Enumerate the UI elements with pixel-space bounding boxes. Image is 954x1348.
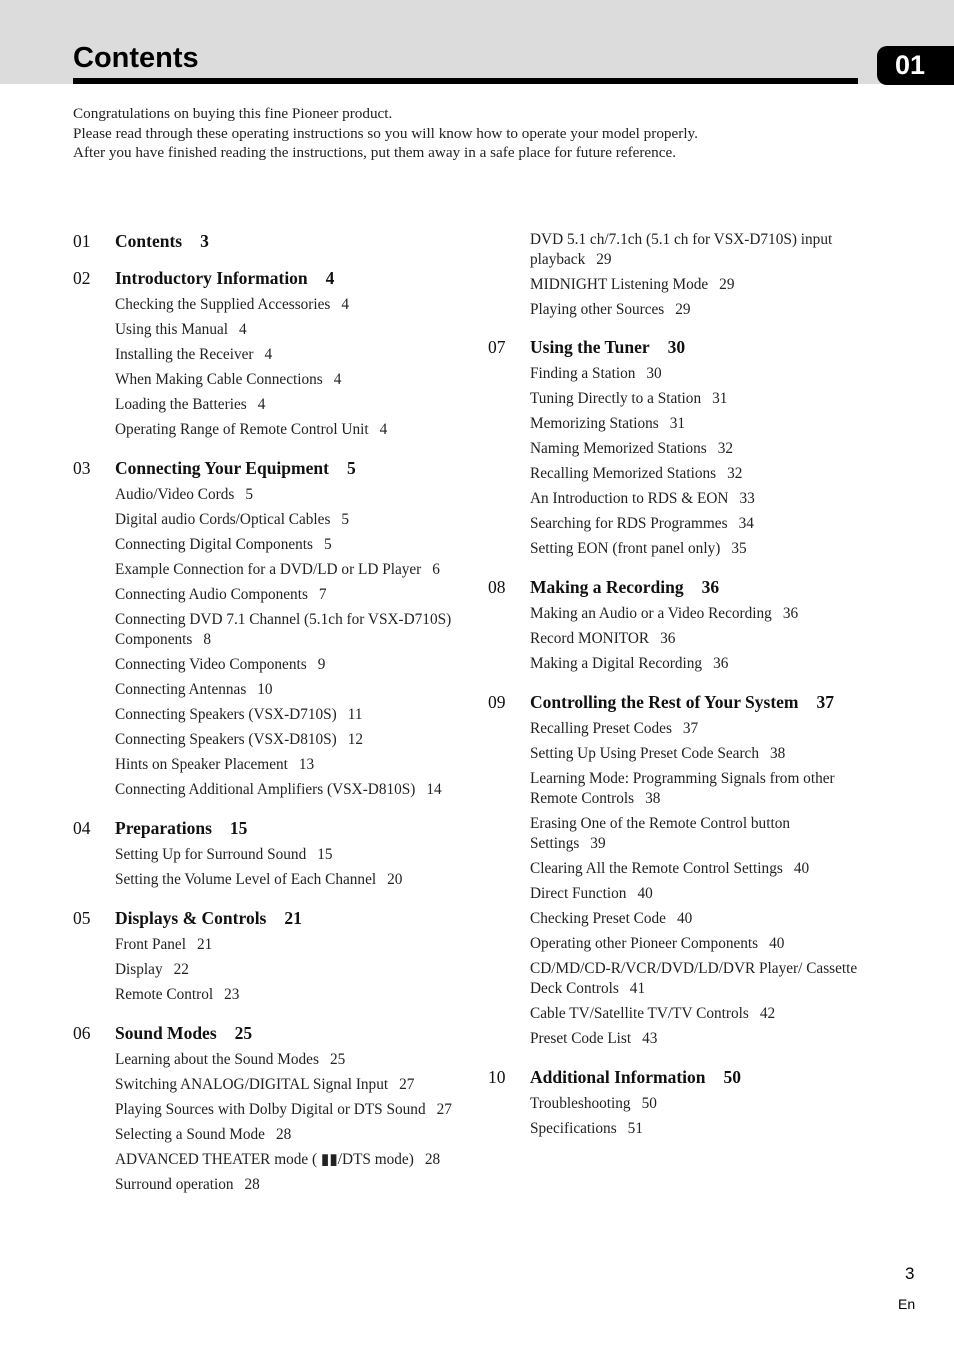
section-items [488, 716, 868, 1051]
toc-item-page: 4 [257, 395, 266, 413]
toc-item-page: 32 [727, 464, 743, 482]
toc-item-title: Naming Memorized Stations [530, 439, 707, 457]
toc-item-page: 14 [426, 780, 442, 798]
section-title: Contents [115, 231, 183, 251]
page-title: Contents [73, 42, 199, 74]
section-heading[interactable] [73, 1022, 473, 1044]
toc-item[interactable] [115, 867, 473, 892]
toc-item-page: 21 [196, 935, 213, 953]
toc-item[interactable] [530, 1116, 868, 1141]
toc-item-page: 6 [432, 560, 440, 578]
toc-item-title: Connecting Digital Components [115, 535, 313, 553]
toc-item[interactable] [115, 1172, 473, 1197]
toc-item-page: 38 [645, 789, 661, 807]
toc-item-title: Specifications [530, 1119, 617, 1137]
toc-item[interactable] [530, 436, 868, 461]
section-number: 04 [73, 818, 91, 838]
toc-item-page: 36 [713, 654, 729, 672]
toc-item[interactable] [115, 842, 473, 867]
toc-right-column [488, 230, 868, 1156]
section-page: 50 [723, 1067, 742, 1087]
toc-item[interactable] [115, 957, 473, 982]
toc-item-title: Playing other Sources [530, 300, 665, 318]
toc-item[interactable] [530, 931, 868, 956]
toc-item-title: Preset Code List [530, 1029, 632, 1047]
toc-item-page: 51 [627, 1119, 643, 1137]
toc-item-title: Connecting Audio Components [115, 585, 308, 603]
section-number: 03 [73, 458, 91, 478]
toc-item[interactable] [115, 607, 473, 652]
toc-item-title: Connecting Speakers (VSX-D710S) [115, 705, 337, 723]
toc-item[interactable] [530, 906, 868, 931]
toc-item-title: Connecting Additional Amplifiers (VSX-D810S) [115, 780, 416, 798]
toc-item[interactable] [530, 601, 868, 626]
toc-item-title: An Introduction to RDS & EON [530, 489, 729, 507]
section-heading[interactable] [488, 1066, 868, 1088]
toc-item-page: 8 [203, 630, 211, 648]
toc-item[interactable] [115, 317, 473, 342]
section-page: 25 [234, 1023, 253, 1043]
toc-item-page: 20 [387, 870, 403, 888]
toc-item-page: 12 [347, 730, 364, 748]
section-items [488, 601, 868, 676]
section-page: 21 [284, 908, 302, 928]
toc-item-page: 23 [224, 985, 240, 1003]
section-heading[interactable] [73, 457, 473, 479]
toc-item[interactable] [530, 956, 868, 1001]
toc-item-page: 29 [596, 250, 612, 268]
toc-section [488, 691, 868, 1051]
section-title-wrap [115, 457, 356, 479]
toc-item-page: 4 [264, 345, 273, 363]
toc-item[interactable] [115, 932, 473, 957]
section-items [73, 292, 473, 442]
toc-item-title: Recalling Memorized Stations [530, 464, 717, 482]
section-title: Connecting Your Equipment [115, 458, 329, 478]
toc-item-page: 28 [424, 1150, 441, 1168]
toc-item-title: Using this Manual [115, 320, 229, 338]
toc-item[interactable] [115, 727, 473, 752]
toc-item[interactable] [530, 1001, 868, 1026]
section-title: Controlling the Rest of Your System [530, 692, 799, 712]
toc-item-title: Audio/Video Cords [115, 485, 235, 503]
toc-item-page: 29 [675, 300, 691, 318]
toc-item-page: 5 [341, 510, 350, 528]
toc-item-page: 27 [436, 1100, 452, 1118]
toc-item[interactable] [530, 486, 868, 511]
toc-item-page: 40 [637, 884, 653, 902]
toc-item[interactable] [530, 227, 868, 272]
toc-item[interactable] [115, 342, 473, 367]
section-title-wrap [115, 1022, 252, 1044]
toc-item-title: Connecting Video Components [115, 655, 307, 673]
toc-item-page: 10 [257, 680, 273, 698]
toc-item[interactable] [115, 982, 473, 1007]
toc-item[interactable] [530, 741, 868, 766]
toc-item-title: Front Panel [115, 935, 186, 953]
toc-left-column [73, 230, 473, 1212]
toc-item[interactable] [115, 1047, 473, 1072]
section-items [73, 842, 473, 892]
toc-item-title: DVD 5.1 ch/7.1ch (5.1 ch for VSX-D710S) input playback [530, 230, 833, 268]
toc-item-title: Record MONITOR [530, 629, 650, 647]
toc-item-page: 29 [719, 275, 735, 293]
section-page: 3 [200, 231, 209, 251]
toc-item-page: 11 [347, 705, 363, 723]
toc-item-page: 39 [590, 834, 606, 852]
toc-item-page: 31 [669, 414, 686, 432]
toc-item-title: Setting EON (front panel only) [530, 539, 721, 557]
toc-item-title: Connecting Antennas [115, 680, 247, 698]
title-rule [73, 78, 858, 84]
toc-item-page: 38 [770, 744, 786, 762]
continued-section-items [488, 227, 868, 322]
toc-item-page: 50 [641, 1094, 657, 1112]
toc-item-page: 32 [717, 439, 734, 457]
toc-item[interactable] [115, 367, 473, 392]
toc-item-title: Erasing One of the Remote Control button Settings [530, 814, 791, 852]
toc-section [73, 1022, 473, 1197]
section-page: 5 [346, 458, 356, 478]
toc-item-title: Learning about the Sound Modes [115, 1050, 319, 1068]
toc-item[interactable] [530, 856, 868, 881]
toc-item-page: 33 [739, 489, 755, 507]
section-page: 36 [701, 577, 720, 597]
toc-item[interactable] [115, 1122, 473, 1147]
toc-item-title: When Making Cable Connections [115, 370, 323, 388]
toc-item-page: 22 [173, 960, 189, 978]
toc-item[interactable] [115, 777, 473, 802]
section-heading[interactable] [73, 230, 473, 252]
toc-item-title: Recalling Preset Codes [530, 719, 672, 737]
section-title-wrap [530, 576, 719, 598]
toc-item[interactable] [115, 677, 473, 702]
toc-item-page: 7 [318, 585, 327, 603]
section-items [73, 1047, 473, 1197]
toc-item-page: 28 [244, 1175, 260, 1193]
toc-item-title: Selecting a Sound Mode [115, 1125, 265, 1143]
toc-item[interactable] [115, 392, 473, 417]
toc-item[interactable] [115, 557, 473, 582]
toc-item[interactable] [115, 1097, 473, 1122]
toc-item-title: Switching ANALOG/DIGITAL Signal Input [115, 1075, 389, 1093]
toc-item[interactable] [530, 461, 868, 486]
toc-item-page: 36 [782, 604, 799, 622]
toc-item-page: 35 [731, 539, 747, 557]
toc-section [488, 1066, 868, 1141]
toc-item-title: Making an Audio or a Video Recording [530, 604, 772, 622]
toc-item-title: Installing the Receiver [115, 345, 254, 363]
section-title: Preparations [115, 818, 212, 838]
section-page: 37 [816, 692, 834, 712]
toc-item-page: 36 [660, 629, 676, 647]
toc-section [73, 817, 473, 892]
page-number: 3 [905, 1264, 915, 1283]
toc-item[interactable] [115, 532, 473, 557]
toc-item-title: Clearing All the Remote Control Settings [530, 859, 783, 877]
section-number: 05 [73, 908, 91, 928]
language-label: En [898, 1296, 916, 1312]
toc-item[interactable] [115, 482, 473, 507]
toc-item-page: 15 [317, 845, 333, 863]
toc-item-title: Checking Preset Code [530, 909, 666, 927]
toc-item-title: Direct Function [530, 884, 627, 902]
toc-item-title: Setting the Volume Level of Each Channel [115, 870, 377, 888]
section-number: 09 [488, 692, 506, 712]
section-heading[interactable] [73, 267, 473, 289]
toc-item[interactable] [115, 582, 473, 607]
toc-item-page: 42 [759, 1004, 776, 1022]
toc-item-page: 9 [317, 655, 326, 673]
toc-item[interactable] [530, 716, 868, 741]
section-page: 4 [325, 268, 335, 288]
toc-item-title: Operating other Pioneer Components [530, 934, 759, 952]
section-title: Displays & Controls [115, 908, 267, 928]
section-heading[interactable] [488, 691, 868, 713]
section-number: 07 [488, 337, 506, 357]
section-title-wrap [115, 817, 247, 839]
toc-item[interactable] [115, 417, 473, 442]
toc-item[interactable] [530, 536, 868, 561]
section-heading[interactable] [488, 576, 868, 598]
section-items [73, 932, 473, 1007]
section-items [488, 361, 868, 561]
toc-item-title: Setting Up Using Preset Code Search [530, 744, 759, 762]
toc-item-page: 27 [399, 1075, 415, 1093]
toc-item[interactable] [530, 386, 868, 411]
toc-section [73, 230, 473, 252]
section-number: 10 [488, 1067, 506, 1087]
toc-item-page: 13 [298, 755, 315, 773]
toc-item[interactable] [530, 511, 868, 536]
toc-item[interactable] [530, 411, 868, 436]
section-items [488, 1091, 868, 1141]
toc-item[interactable] [115, 1147, 473, 1172]
toc-item-page: 40 [676, 909, 693, 927]
toc-item[interactable] [115, 702, 473, 727]
toc-item-title: Cable TV/Satellite TV/TV Controls [530, 1004, 749, 1022]
toc-item-title: Learning Mode: Programming Signals from other Remote Controls [530, 769, 835, 807]
section-title: Additional Information [530, 1067, 706, 1087]
toc-item[interactable] [115, 292, 473, 317]
toc-section [488, 336, 868, 561]
toc-item-title: Operating Range of Remote Control Unit [115, 420, 369, 438]
section-items [73, 482, 473, 802]
toc-item[interactable] [530, 766, 868, 811]
section-title-wrap [115, 267, 334, 289]
toc-item[interactable] [115, 752, 473, 777]
section-title-wrap [530, 1066, 741, 1088]
section-page: 30 [667, 337, 686, 357]
toc-item-title: Example Connection for a DVD/LD or LD Player [115, 560, 422, 578]
toc-item-page: 28 [275, 1125, 292, 1143]
section-heading[interactable] [73, 817, 473, 839]
toc-section [488, 576, 868, 676]
toc-item-title: Tuning Directly to a Station [530, 389, 702, 407]
toc-item-page: 25 [329, 1050, 346, 1068]
intro-text [73, 104, 713, 163]
toc-item-title: Memorizing Stations [530, 414, 659, 432]
section-page: 15 [229, 818, 248, 838]
section-title: Introductory Information [115, 268, 308, 288]
section-heading[interactable] [73, 907, 473, 929]
toc-item-page: 5 [324, 535, 332, 553]
toc-item[interactable] [530, 1091, 868, 1116]
toc-item-title: Checking the Supplied Accessories [115, 295, 331, 313]
toc-item-title: Setting Up for Surround Sound [115, 845, 307, 863]
toc-item-page: 4 [239, 320, 247, 338]
toc-item-title: Connecting DVD 7.1 Channel (5.1ch for VSX-D710S) Components [115, 610, 452, 648]
toc-item[interactable] [115, 1072, 473, 1097]
toc-item-title: Troubleshooting [530, 1094, 631, 1112]
toc-item-title: Digital audio Cords/Optical Cables [115, 510, 331, 528]
toc-item-title: Surround operation [115, 1175, 234, 1193]
toc-section [73, 907, 473, 1007]
toc-item-title: Hints on Speaker Placement [115, 755, 288, 773]
chapter-tab [877, 46, 954, 85]
toc-item-title: CD/MD/CD-R/VCR/DVD/LD/DVR Player/ Cassette Deck Controls [530, 959, 858, 997]
toc-item-page: 34 [738, 514, 754, 532]
section-number: 02 [73, 268, 91, 288]
intro-line: Please read through these operating instructions so you will know how to operate your model properly. After you have finished reading the instructions, put them away in a safe place for future reference. [73, 124, 698, 162]
section-title-wrap [530, 691, 834, 713]
toc-item[interactable] [530, 1026, 868, 1051]
toc-item[interactable] [530, 361, 868, 386]
toc-item[interactable] [115, 507, 473, 532]
toc-item[interactable] [530, 297, 868, 322]
section-number: 08 [488, 577, 506, 597]
toc-item-page: 4 [333, 370, 342, 388]
toc-item-title: MIDNIGHT Listening Mode [530, 275, 709, 293]
toc-item-page: 37 [682, 719, 699, 737]
toc-item-title: Display [115, 960, 163, 978]
toc-item-title: Finding a Station [530, 364, 636, 382]
section-number: 06 [73, 1023, 91, 1043]
toc-item-page: 30 [646, 364, 662, 382]
toc-item-title: Playing Sources with Dolby Digital or DTS Sound [115, 1100, 426, 1118]
intro-line: Congratulations on buying this fine Pioneer product. [73, 105, 393, 122]
section-title-wrap [115, 907, 302, 929]
toc-item-page: 5 [245, 485, 253, 503]
toc-item[interactable] [530, 811, 868, 856]
toc-item-page: 4 [379, 420, 388, 438]
toc-section [73, 457, 473, 802]
section-number: 01 [73, 231, 91, 251]
toc-item[interactable] [530, 626, 868, 651]
section-title: Sound Modes [115, 1023, 217, 1043]
toc-item[interactable] [530, 881, 868, 906]
section-title-wrap [115, 230, 209, 252]
toc-item-page: 41 [629, 979, 646, 997]
toc-item-title: Remote Control [115, 985, 214, 1003]
toc-item-title: Searching for RDS Programmes [530, 514, 728, 532]
chapter-tab-label: 01 [895, 50, 926, 80]
toc-item[interactable] [530, 651, 868, 676]
toc-item-title: ADVANCED THEATER mode ( ▮▮/DTS mode) [115, 1150, 414, 1168]
toc-item[interactable] [530, 272, 868, 297]
toc-item-page: 40 [793, 859, 810, 877]
toc-item-title: Making a Digital Recording [530, 654, 703, 672]
toc-item-page: 31 [712, 389, 728, 407]
toc-item-page: 40 [769, 934, 785, 952]
toc-item-page: 4 [341, 295, 350, 313]
toc-item-page: 43 [642, 1029, 658, 1047]
toc-item-title: Loading the Batteries [115, 395, 247, 413]
toc-item-title: Connecting Speakers (VSX-D810S) [115, 730, 337, 748]
toc-item[interactable] [115, 652, 473, 677]
toc-section [73, 267, 473, 442]
section-heading[interactable] [488, 336, 868, 358]
section-title-wrap [530, 336, 685, 358]
section-title: Making a Recording [530, 577, 684, 597]
section-title: Using the Tuner [530, 337, 650, 357]
